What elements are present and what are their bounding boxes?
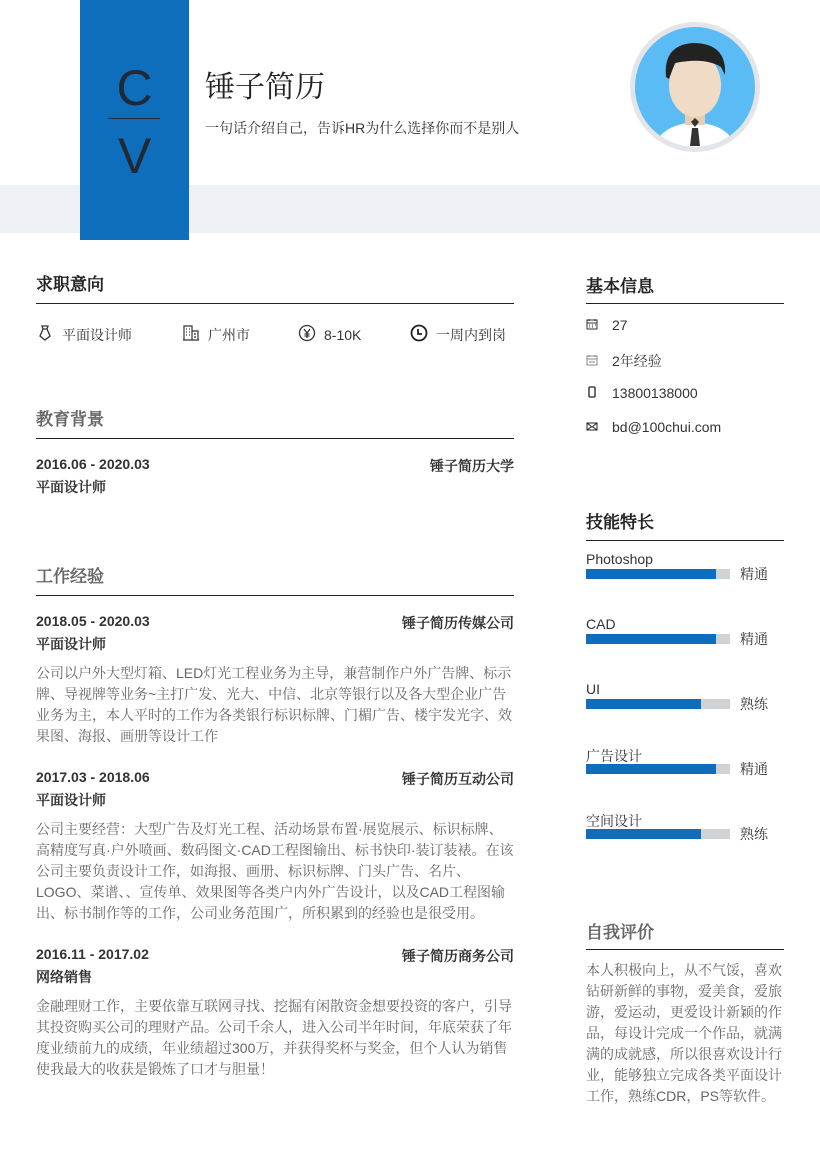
self-eval-heading: 自我评价	[586, 923, 654, 942]
skill-bar	[586, 634, 730, 644]
skill-level: 熟练	[740, 826, 768, 842]
self-eval-text: 本人积极向上，从不气馁，喜欢钻研新鲜的事物，爱美食，爱旅游，爱运动，更爱设计新颖的作品，每设计完成一个作品，就满满的成就感，所以很喜欢设计行业，能够独立完成各类平面设计工作，熟练CDR，PS等软件。	[586, 962, 782, 1104]
divider	[36, 303, 514, 304]
skill-level: 精通	[740, 761, 768, 777]
job-date: 2016.11 - 2017.02	[36, 946, 149, 962]
skill-bar	[586, 569, 730, 579]
info-email-text: bd@100chui.com	[612, 419, 722, 435]
skill-item	[586, 811, 786, 842]
job-row	[36, 613, 514, 633]
skill-item	[586, 616, 786, 647]
education-school: 锤子简历大学	[430, 458, 514, 474]
clock-icon	[410, 324, 428, 345]
cv-letter-v: V	[117, 128, 152, 184]
job-role: 平面设计师	[36, 792, 106, 808]
info-experience-text: 2年经验	[612, 353, 662, 369]
cv-letter-c: C	[116, 60, 153, 116]
skills-heading: 技能特长	[586, 513, 654, 532]
job-company: 锤子简历传媒公司	[402, 615, 514, 631]
job-description: 金融理财工作，主要依靠互联网寻找、挖掘有闲散资金想要投资的客户，引导其投资购买公司的理财产品。公司千余人，进入公司半年时间，年底荣获了年度业绩前九的成绩，年业绩超过300万，并获得奖杯与奖金，但个人认为销售使我最大的收获是锻炼了口才与胆量！	[36, 998, 512, 1077]
info-age	[586, 317, 628, 333]
skill-level: 熟练	[740, 696, 768, 712]
job-row	[36, 769, 514, 789]
skill-bar-fill	[586, 634, 716, 644]
mail-icon	[586, 419, 598, 435]
education-heading: 教育背景	[36, 410, 104, 429]
skill-level: 精通	[740, 566, 768, 582]
avatar	[630, 22, 760, 152]
info-email	[586, 419, 721, 435]
phone-icon	[586, 385, 598, 401]
resume-name: 锤子简历	[205, 71, 325, 104]
job-date: 2018.05 - 2020.03	[36, 613, 150, 629]
intent-arrival	[410, 324, 506, 345]
skill-level: 精通	[740, 631, 768, 647]
skill-bar-fill	[586, 699, 701, 709]
job-role: 网络销售	[36, 969, 92, 985]
education-row	[36, 456, 514, 476]
education-major: 平面设计师	[36, 479, 106, 495]
skill-item	[586, 746, 786, 777]
skill-bar-fill	[586, 764, 716, 774]
divider	[586, 540, 784, 541]
intent-salary-text: 8-10K	[324, 326, 362, 343]
tie-icon	[36, 324, 54, 345]
intent-heading: 求职意向	[36, 275, 104, 294]
skill-bar	[586, 764, 730, 774]
job-company: 锤子简历商务公司	[402, 948, 514, 964]
skill-item	[586, 681, 786, 712]
skill-bar-fill	[586, 829, 701, 839]
skill-name: 广告设计	[586, 748, 642, 764]
slogan: 一句话介绍自己，告诉HR为什么选择你而不是别人	[205, 120, 520, 136]
skill-bar-fill	[586, 569, 716, 579]
job-company: 锤子简历互动公司	[402, 771, 514, 787]
intent-position	[36, 324, 132, 345]
divider	[36, 438, 514, 439]
job-date: 2017.03 - 2018.06	[36, 769, 150, 785]
calendar-icon	[586, 317, 598, 333]
job-description: 公司以户外大型灯箱、LED灯光工程业务为主导，兼营制作户外广告牌、标示牌、导视牌等业务~主打广发、光大、中信、北京等银行以及各大型企业广告业务为主，本人平时的工作为各类银行标识标牌、门楣广告、楼宇发光字、效果图、海报、画册等设计工作	[36, 665, 512, 744]
info-phone	[586, 385, 698, 401]
skill-name: Photoshop	[586, 551, 653, 567]
building-icon	[182, 324, 200, 345]
job-row	[36, 946, 514, 966]
cv-logo-bar	[80, 0, 189, 240]
job-description: 公司主要经营：大型广告及灯光工程、活动场景布置·展览展示、标识标牌、高精度写真·户外喷画、数码图文·CAD工程图输出、标书快印·装订装裱。在该公司主要负责设计工作，如海报、画册、标识标牌、门头广告、名片、LOGO、菜谱、、宣传单、效果图等各类户内外广告设计，以及CAD工程图输出、标书制作等的工作，公司业务范围广，所积累到的经验也是很受用。	[36, 821, 514, 921]
education-date: 2016.06 - 2020.03	[36, 456, 150, 472]
calendar-icon	[586, 353, 598, 369]
intent-city-text: 广州市	[208, 326, 250, 343]
skill-item	[586, 551, 786, 582]
skill-bar	[586, 699, 730, 709]
skill-name: CAD	[586, 616, 616, 632]
skill-name: UI	[586, 681, 600, 697]
info-age-text: 27	[612, 317, 628, 333]
skill-bar	[586, 829, 730, 839]
basic-info-heading: 基本信息	[586, 277, 654, 296]
divider	[36, 595, 514, 596]
work-heading: 工作经验	[36, 567, 104, 586]
intent-position-text: 平面设计师	[62, 326, 132, 343]
job-role: 平面设计师	[36, 636, 106, 652]
info-phone-text: 13800138000	[612, 385, 698, 401]
skill-name: 空间设计	[586, 813, 642, 829]
divider	[586, 303, 784, 304]
yen-icon	[298, 324, 316, 345]
info-experience	[586, 351, 662, 371]
intent-salary	[298, 324, 361, 345]
divider	[586, 949, 784, 950]
cv-divider	[108, 118, 160, 119]
intent-city	[182, 324, 250, 345]
intent-arrival-text: 一周内到岗	[436, 326, 506, 343]
